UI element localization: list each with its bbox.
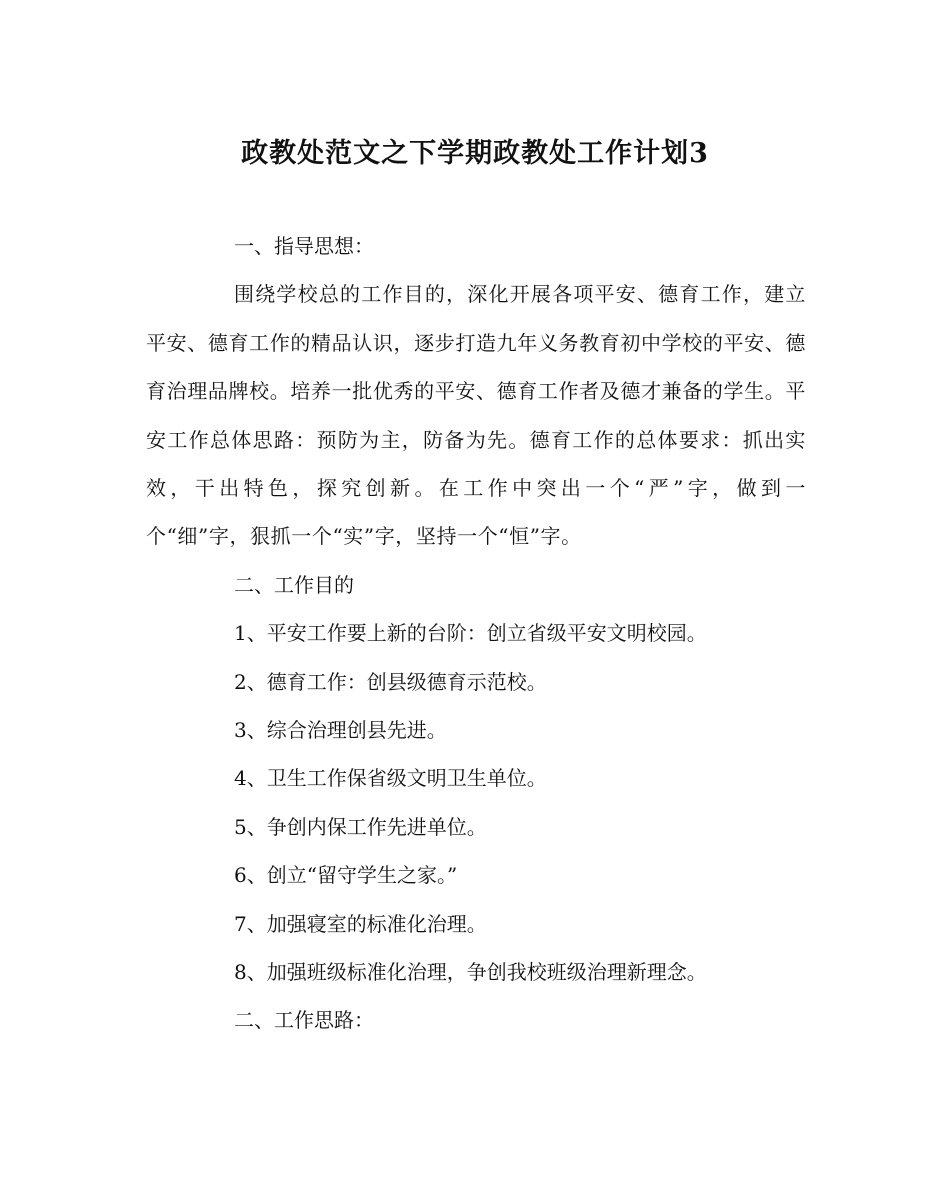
goal-item: 8、加强班级标准化治理，争创我校班级治理新理念。 bbox=[234, 959, 707, 984]
section-heading-guiding-thought: 一、指导思想： bbox=[234, 234, 374, 258]
goal-item: 4、卫生工作保省级文明卫生单位。 bbox=[234, 766, 547, 791]
goal-item: 2、德育工作：创县级德育示范校。 bbox=[234, 669, 547, 694]
goal-item: 6、创立“留守学生之家。” bbox=[234, 863, 458, 888]
section-heading-work-goals: 二、工作目的 bbox=[234, 572, 354, 597]
goal-item: 1、平安工作要上新的台阶：创立省级平安文明校园。 bbox=[234, 621, 707, 646]
document-body bbox=[146, 222, 806, 1045]
goal-item: 3、综合治理创县先进。 bbox=[234, 718, 447, 742]
paragraph-guiding-thought: 围绕学校总的工作目的，深化开展各项平安、德育工作，建立平安、德育工作的精品认识，逐步打造九年义务教育初中学校的平安、德育治理品牌校。培养一批优秀的平安、德育工作者及德才兼备的学生。平安工作总体思路：预防为主，防备为先。德育工作的总体要求：抓出实效，干出特色，探究创新。在工作中突出一个“严”字，做到一个“细”字，狠抓一个“实”字，坚持一个“恒”字。 bbox=[146, 282, 806, 549]
goal-item: 5、争创内保工作先进单位。 bbox=[234, 814, 487, 839]
goal-item: 7、加强寝室的标准化治理。 bbox=[234, 911, 487, 936]
section-heading-work-approach: 二、工作思路： bbox=[234, 1008, 374, 1033]
document-title: 政教处范文之下学期政教处工作计划3 bbox=[241, 138, 709, 169]
